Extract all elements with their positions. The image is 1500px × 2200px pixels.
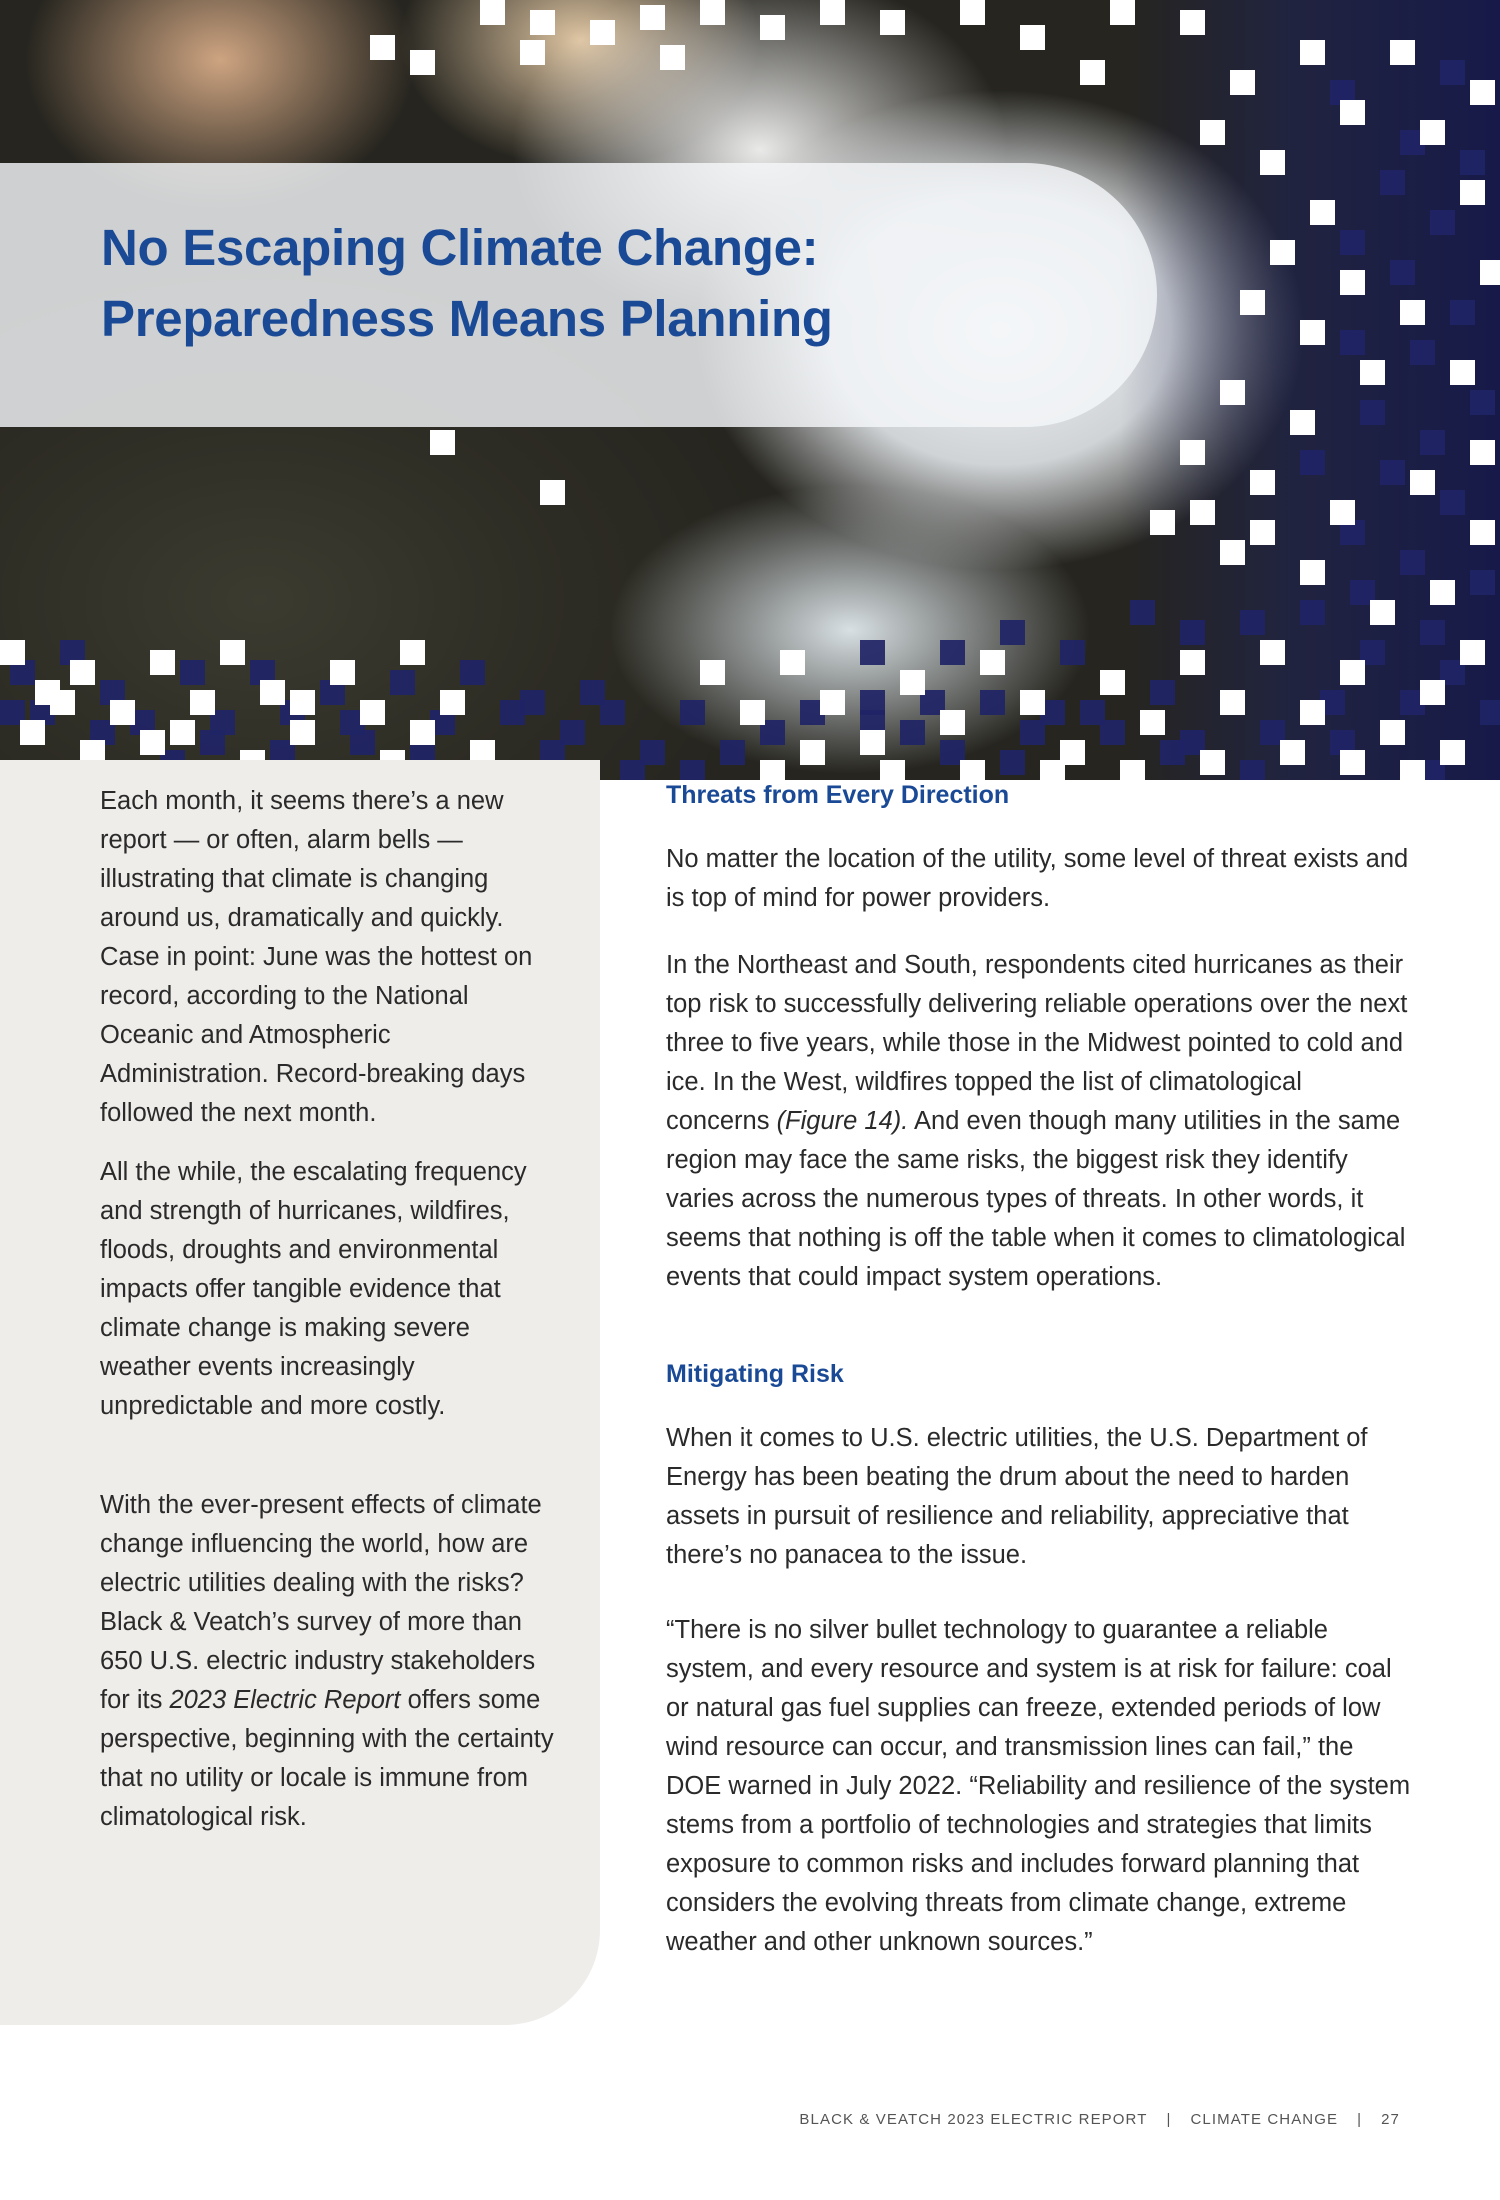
pixel-square	[1250, 470, 1275, 495]
pixel-square	[520, 40, 545, 65]
pixel-square	[1280, 740, 1305, 765]
pixel-square	[1340, 330, 1365, 355]
pixel-square	[740, 700, 765, 725]
footer-publication: BLACK & VEATCH 2023 ELECTRIC REPORT	[799, 2111, 1148, 2128]
pixel-square	[1300, 560, 1325, 585]
footer-section: CLIMATE CHANGE	[1190, 2111, 1339, 2128]
pixel-square	[640, 5, 665, 30]
pixel-square	[1240, 610, 1265, 635]
pixel-square	[1460, 640, 1485, 665]
pixel-square	[1420, 620, 1445, 645]
intro-paragraph-3-end: offers some perspective, beginning with the certainty that no utility or locale is immune from climatological risk.	[100, 1686, 554, 1831]
pixel-square	[1440, 740, 1465, 765]
pixel-square	[1310, 200, 1335, 225]
pixel-square	[150, 650, 175, 675]
pixel-square	[720, 740, 745, 765]
pixel-square	[1390, 260, 1415, 285]
intro-paragraph-3	[100, 1486, 560, 1837]
pixel-square	[1420, 120, 1445, 145]
pixel-square	[540, 480, 565, 505]
pixel-square	[1400, 550, 1425, 575]
pixel-square	[800, 740, 825, 765]
pixel-square	[1140, 710, 1165, 735]
pixel-square	[820, 0, 845, 25]
pixel-square	[620, 760, 645, 780]
pixel-square	[900, 720, 925, 745]
pixel-square	[880, 760, 905, 780]
pixel-square	[680, 700, 705, 725]
pixel-square	[190, 690, 215, 715]
pixel-square	[1000, 620, 1025, 645]
pixel-square	[1460, 180, 1485, 205]
threats-paragraph-1: No matter the location of the utility, some level of threat exists and is top of mind for power providers.	[666, 845, 1409, 912]
heading-mitigating-risk: Mitigating Risk	[666, 1360, 844, 1388]
pixel-square	[1230, 70, 1255, 95]
pixel-square	[1300, 40, 1325, 65]
pixel-square	[1480, 700, 1500, 725]
pixel-square	[1240, 760, 1265, 780]
pixel-square	[1240, 290, 1265, 315]
pixel-square	[1370, 600, 1395, 625]
pixel-square	[880, 10, 905, 35]
pixel-square	[1250, 520, 1275, 545]
pixel-square	[1200, 750, 1225, 775]
pixel-square	[1340, 750, 1365, 775]
mitigation-paragraph-1: When it comes to U.S. electric utilities, the U.S. Department of Energy has been beating the drum about the need to harden assets in pursuit of resilience and reliability, appreciative that there’s no panacea to the issue.	[666, 1424, 1368, 1569]
pixel-square	[430, 430, 455, 455]
pixel-square	[1380, 720, 1405, 745]
pixel-square	[860, 640, 885, 665]
pixel-square	[660, 45, 685, 70]
heading-threats: Threats from Every Direction	[666, 781, 1010, 809]
pixel-square	[460, 660, 485, 685]
pixel-square	[960, 760, 985, 780]
pixel-square	[1450, 300, 1475, 325]
pixel-square	[1220, 690, 1245, 715]
pixel-square	[1180, 10, 1205, 35]
pixel-square	[1080, 60, 1105, 85]
pixel-square	[170, 720, 195, 745]
pixel-square	[590, 20, 615, 45]
page-title-line-2: Preparedness Means Planning	[101, 290, 833, 347]
pixel-square	[1020, 690, 1045, 715]
pixel-square	[110, 700, 135, 725]
pixel-square	[1270, 240, 1295, 265]
threats-paragraph-2-start: In the Northeast and South, respondents cited hurricanes as their top risk to successfully delivering reliable operations over the next three to five years, while those in the Midwest pointed to cold and ice. In the West, wildfires topped the list of climatological concerns	[666, 951, 1408, 1135]
pixel-square	[1340, 270, 1365, 295]
pixel-square	[1150, 680, 1175, 705]
pixel-square	[260, 680, 285, 705]
pixel-square	[1330, 500, 1355, 525]
pixel-square	[560, 720, 585, 745]
pixel-square	[1470, 390, 1495, 415]
pixel-square	[1290, 410, 1315, 435]
pixel-square	[370, 35, 395, 60]
pixel-square	[0, 640, 25, 665]
figure-reference: (Figure 14).	[776, 1107, 909, 1135]
intro-paragraph-3-start: With the ever-present effects of climate change influencing the world, how are electric utilities dealing with the risks? Black & Veatch’s survey of more than 650 U.S. electric industry stakeholders for its	[100, 1491, 542, 1714]
page-title-line-1: No Escaping Climate Change:	[101, 219, 819, 276]
footer-page-number: 27	[1381, 2111, 1400, 2128]
pixel-square	[1220, 540, 1245, 565]
pixel-square	[1340, 100, 1365, 125]
pixel-square	[140, 730, 165, 755]
pixel-square	[290, 720, 315, 745]
pixel-square	[1180, 620, 1205, 645]
pixel-square	[1340, 230, 1365, 255]
pixel-square	[860, 730, 885, 755]
pixel-square	[760, 15, 785, 40]
pixel-square	[1300, 600, 1325, 625]
pixel-square	[700, 660, 725, 685]
pixel-square	[1300, 700, 1325, 725]
pixel-square	[1020, 720, 1045, 745]
pixel-square	[1470, 520, 1495, 545]
pixel-square	[1160, 740, 1185, 765]
pixel-square	[680, 760, 705, 780]
pixel-square	[1450, 360, 1475, 385]
pixel-square	[1360, 360, 1385, 385]
pixel-square	[1440, 60, 1465, 85]
pixel-square	[1150, 510, 1175, 535]
report-title-italic: 2023 Electric Report	[169, 1686, 401, 1714]
pixel-square	[410, 720, 435, 745]
pixel-square	[940, 640, 965, 665]
doe-quote-paragraph: “There is no silver bullet technology to guarantee a reliable system, and every resource and system is at risk for failure: coal or natural gas fuel supplies can freeze, extended periods of low wind resource can occur, and transmission lines can fail,” the DOE warned in July 2022. “Reliability and resilience of the system stems from a portfolio of technologies and strategies that limits exposure to common risks and includes forward planning that considers the evolving threats from climate change, extreme weather and other unknown sources.”	[666, 1616, 1411, 1956]
pixel-square	[960, 0, 985, 25]
pixel-square	[50, 690, 75, 715]
pixel-square	[1360, 400, 1385, 425]
footer-separator: |	[1357, 2111, 1363, 2128]
pixel-square	[1470, 440, 1495, 465]
pixel-square	[1300, 320, 1325, 345]
pixel-square	[1220, 380, 1245, 405]
pixel-square	[290, 690, 315, 715]
pixel-square	[220, 640, 245, 665]
pixel-square	[1420, 680, 1445, 705]
page-title	[101, 212, 833, 354]
pixel-square	[1080, 700, 1105, 725]
pixel-square	[820, 690, 845, 715]
pixel-square	[530, 10, 555, 35]
pixel-square	[440, 690, 465, 715]
pixel-square	[410, 50, 435, 75]
pixel-square	[980, 650, 1005, 675]
threats-paragraph-2-end: And even though many utilities in the same region may face the same risks, the biggest risk they identify varies across the numerous types of threats. In other words, it seems that nothing is off the table when it comes to climatological events that could impact system operations.	[666, 1107, 1406, 1291]
pixel-square	[1430, 580, 1455, 605]
pixel-square	[180, 660, 205, 685]
pixel-square	[520, 690, 545, 715]
pixel-square	[1060, 640, 1085, 665]
pixel-square	[360, 700, 385, 725]
pixel-square	[1180, 650, 1205, 675]
pixel-square	[1380, 170, 1405, 195]
pixel-square	[1410, 340, 1435, 365]
pixel-square	[760, 760, 785, 780]
pixel-square	[70, 660, 95, 685]
pixel-square	[1390, 40, 1415, 65]
pixel-square	[1340, 660, 1365, 685]
pixel-square	[1470, 80, 1495, 105]
pixel-square	[700, 0, 725, 25]
pixel-square	[1130, 600, 1155, 625]
hero-image	[0, 0, 1500, 780]
pixel-square	[940, 710, 965, 735]
pixel-square	[1020, 25, 1045, 50]
pixel-square	[1260, 640, 1285, 665]
pixel-square	[330, 660, 355, 685]
pixel-square	[1300, 450, 1325, 475]
pixel-square	[1420, 430, 1445, 455]
pixel-square	[1260, 150, 1285, 175]
pixel-square	[1470, 570, 1495, 595]
pixel-square	[20, 720, 45, 745]
pixel-square	[480, 0, 505, 25]
intro-paragraph-1: Each month, it seems there’s a new report — or often, alarm bells — illustrating that climate is changing around us, dramatically and quickly. Case in point: June was the hottest on record, according to the National Oceanic and Atmospheric Administration. Record-breaking days followed the next month.	[100, 787, 533, 1127]
pixel-square	[1180, 440, 1205, 465]
intro-paragraph-2: All the while, the escalating frequency and strength of hurricanes, wildfires, floods, droughts and environmental impacts offer tangible evidence that climate change is making severe weather events increasingly unpredictable and more costly.	[100, 1158, 527, 1420]
pixel-square	[1120, 760, 1145, 780]
pixel-square	[200, 730, 225, 755]
pixel-square	[1410, 470, 1435, 495]
pixel-square	[390, 670, 415, 695]
pixel-square	[1200, 120, 1225, 145]
pixel-square	[1440, 490, 1465, 515]
pixel-square	[1460, 150, 1485, 175]
pixel-square	[1110, 0, 1135, 25]
threats-paragraph-2	[666, 946, 1411, 1297]
pixel-square	[1100, 670, 1125, 695]
pixel-square	[1040, 760, 1065, 780]
pixel-square	[780, 650, 805, 675]
pixel-square	[1430, 210, 1455, 235]
pixel-square	[1400, 760, 1425, 780]
page-footer	[799, 2111, 1400, 2128]
pixel-square	[1400, 300, 1425, 325]
pixel-square	[580, 680, 605, 705]
footer-separator: |	[1166, 2111, 1172, 2128]
pixel-square	[1000, 750, 1025, 775]
pixel-square	[400, 640, 425, 665]
pixel-square	[980, 690, 1005, 715]
pixel-square	[900, 670, 925, 695]
pixel-square	[1380, 460, 1405, 485]
pixel-square	[1190, 500, 1215, 525]
pixel-square	[1480, 260, 1500, 285]
